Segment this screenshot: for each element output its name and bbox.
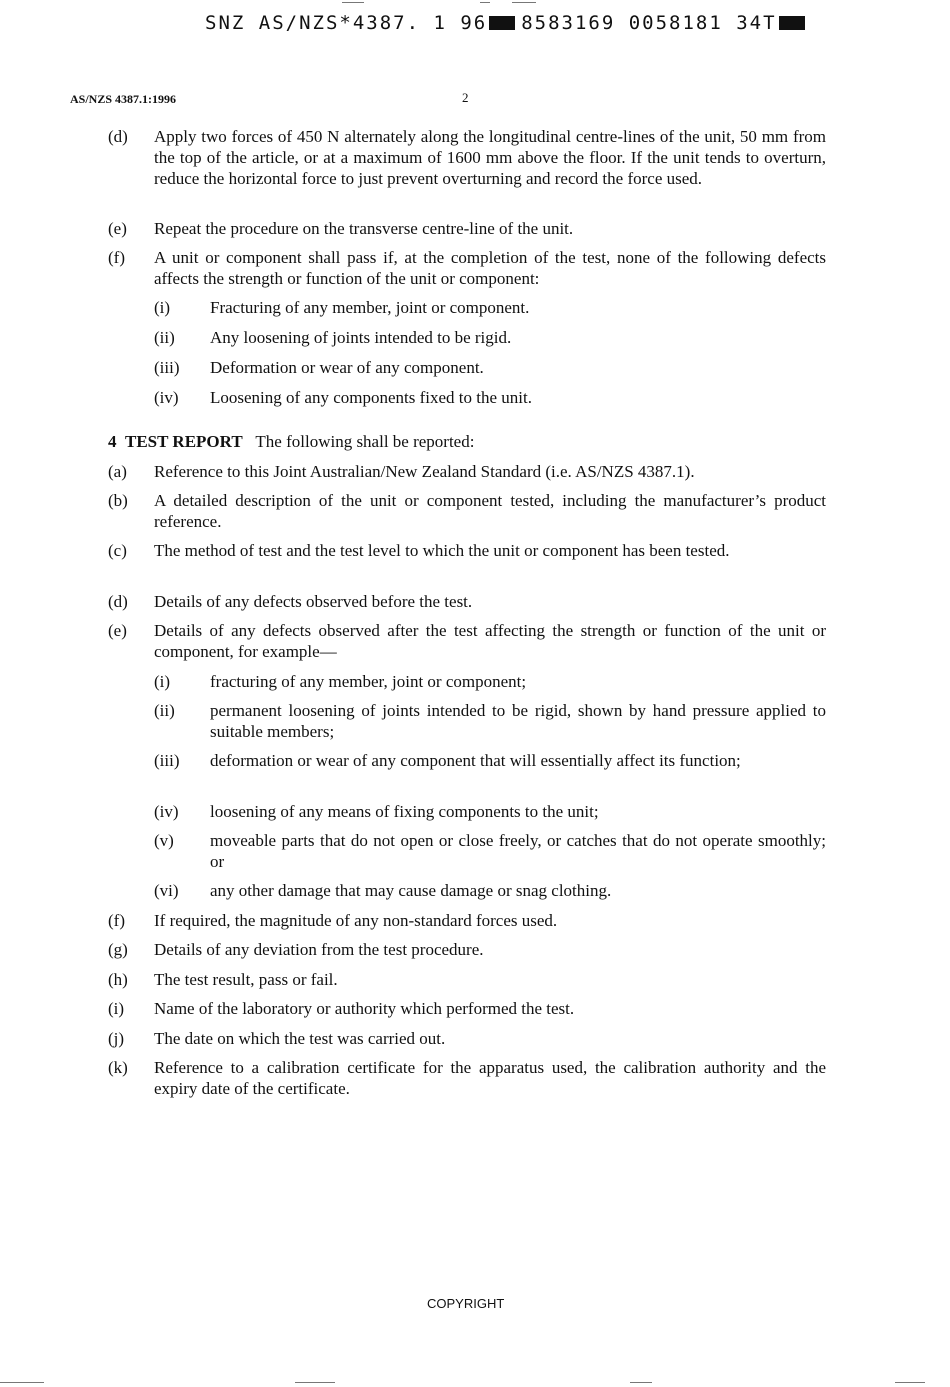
scan-edge-mark	[512, 2, 536, 3]
section-intro: The following shall be reported:	[255, 432, 475, 451]
item-text: Details of any defects observed after the test affecting the strength or function of the unit or component, for example—	[154, 621, 826, 661]
sub-item-text: moveable parts that do not open or close freely, or catches that do not operate smoothly; or	[210, 831, 826, 871]
item-text: The date on which the test was carried out.	[154, 1029, 446, 1048]
item-label: (k)	[108, 1058, 128, 1077]
scan-edge-mark	[630, 1382, 652, 1383]
scan-code-part1: SNZ AS/NZS*4387. 1 96	[205, 12, 488, 34]
item-text: The method of test and the test level to which the unit or component has been tested.	[154, 541, 730, 560]
sub-item-label: (iii)	[154, 751, 180, 770]
item-label: (g)	[108, 940, 128, 959]
item-label: (f)	[108, 248, 125, 267]
item-label: (e)	[108, 621, 127, 640]
sub-item-text: Fracturing of any member, joint or component.	[210, 298, 530, 317]
item-label: (c)	[108, 541, 127, 560]
item-text: Details of any defects observed before the test.	[154, 592, 473, 611]
scan-edge-mark	[480, 2, 490, 3]
scan-header-code	[205, 12, 805, 34]
section-number: 4	[108, 432, 117, 451]
item-text: A detailed description of the unit or component tested, including the manufacturer’s product reference.	[154, 491, 826, 531]
item-label: (h)	[108, 970, 128, 989]
scan-edge-mark	[0, 1382, 44, 1383]
page-number: 2	[462, 90, 469, 105]
sub-item-text: fracturing of any member, joint or component;	[210, 672, 527, 691]
item-text: Apply two forces of 450 N alternately along the longitudinal centre-lines of the unit, 50 mm from the top of the article, or at a maximum of 1600 mm above the floor. If the unit tends to overturn, reduce the horizontal force to just prevent overturning and record the force used.	[154, 127, 826, 188]
item-label: (e)	[108, 219, 127, 238]
sub-item-label: (v)	[154, 831, 174, 850]
document-id: AS/NZS 4387.1:1996	[70, 92, 177, 106]
item-text: Repeat the procedure on the transverse centre-line of the unit.	[154, 219, 574, 238]
item-label: (d)	[108, 127, 128, 146]
item-label: (f)	[108, 911, 125, 930]
sub-item-label: (i)	[154, 298, 171, 317]
scan-code-part2: 8583169 0058181 34T	[521, 12, 777, 34]
scan-edge-mark	[342, 2, 364, 3]
copyright-footer: COPYRIGHT	[427, 1296, 505, 1311]
sub-item-text: any other damage that may cause damage or snag clothing.	[210, 881, 612, 900]
item-label: (b)	[108, 491, 128, 510]
scan-edge-mark	[295, 1382, 335, 1383]
scan-edge-mark	[895, 1382, 925, 1383]
item-text: The test result, pass or fail.	[154, 970, 338, 989]
item-label: (j)	[108, 1029, 125, 1048]
sub-item-label: (ii)	[154, 701, 175, 720]
item-text: Reference to this Joint Australian/New Zealand Standard (i.e. AS/NZS 4387.1).	[154, 462, 695, 481]
item-text: A unit or component shall pass if, at the completion of the test, none of the following defects affects the strength or function of the unit or component:	[154, 248, 826, 288]
sub-item-text: deformation or wear of any component that will essentially affect its function;	[210, 751, 741, 770]
item-label: (i)	[108, 999, 125, 1018]
sub-item-text: Deformation or wear of any component.	[210, 358, 484, 377]
item-text: Name of the laboratory or authority which performed the test.	[154, 999, 575, 1018]
item-text: Reference to a calibration certificate for the apparatus used, the calibration authority and the expiry date of the certificate.	[154, 1058, 826, 1098]
sub-item-label: (ii)	[154, 328, 175, 347]
black-bar-icon	[779, 16, 805, 30]
sub-item-text: Loosening of any components fixed to the unit.	[210, 388, 532, 407]
sub-item-label: (vi)	[154, 881, 179, 900]
sub-item-label: (iii)	[154, 358, 180, 377]
sub-item-text: permanent loosening of joints intended to be rigid, shown by hand pressure applied to suitable members;	[210, 701, 826, 741]
black-bar-icon	[489, 16, 515, 30]
item-label: (d)	[108, 592, 128, 611]
item-label: (a)	[108, 462, 127, 481]
sub-item-text: loosening of any means of fixing components to the unit;	[210, 802, 599, 821]
section-title: TEST REPORT	[125, 432, 243, 451]
item-text: Details of any deviation from the test procedure.	[154, 940, 484, 959]
sub-item-label: (iv)	[154, 802, 179, 821]
item-text: If required, the magnitude of any non-standard forces used.	[154, 911, 558, 930]
sub-item-label: (iv)	[154, 388, 179, 407]
sub-item-text: Any loosening of joints intended to be rigid.	[210, 328, 512, 347]
section-heading	[108, 431, 474, 452]
sub-item-label: (i)	[154, 672, 171, 691]
